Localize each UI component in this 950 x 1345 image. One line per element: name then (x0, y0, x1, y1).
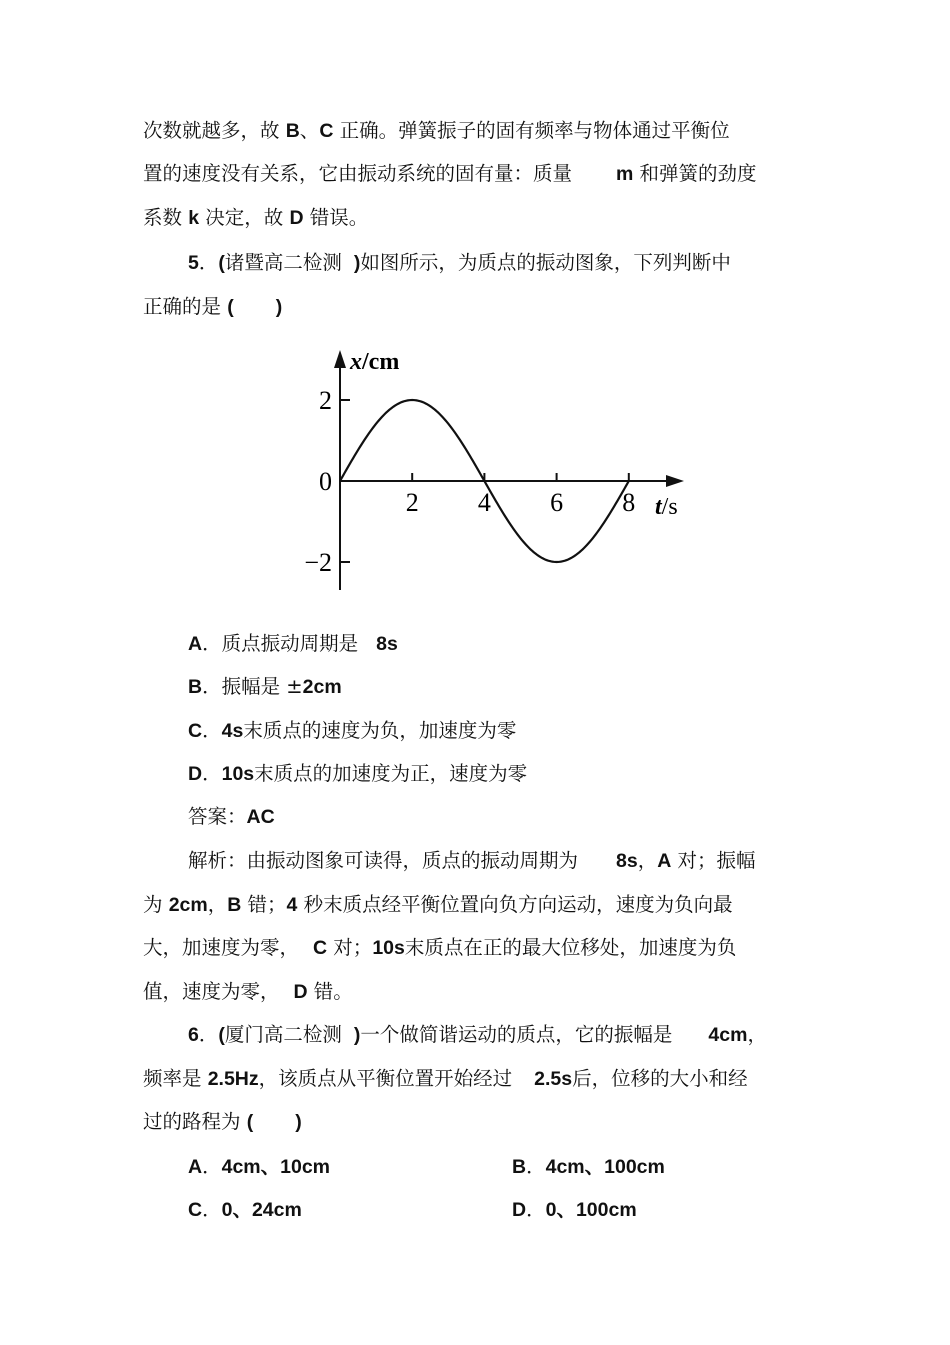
x-tick-label: 4 (477, 488, 491, 517)
y-axis-arrow (334, 350, 346, 368)
option-d: D．10s末质点的加速度为正，速度为零 (188, 762, 528, 785)
option-a: A．质点振动周期是 8s (188, 632, 398, 655)
x-axis-label: t/s (655, 494, 678, 520)
y-axis-label: x/cm (350, 349, 400, 375)
explanation-line: 大，加速度为零， C 对；10s末质点在正的最大位移处，加速度为负 (143, 936, 737, 959)
question-6-stem-cont: 频率是 2.5Hz，该质点从平衡位置开始经过 2.5s后，位移的大小和经 (143, 1067, 748, 1090)
question-5-stem: 5．(诸暨高二检测 )如图所示，为质点的振动图象，下列判断中 (188, 251, 731, 274)
explanation-line: 解析：由振动图象可读得，质点的振动周期为 8s，A 对；振幅 (188, 849, 756, 872)
x-axis-arrow (666, 475, 684, 487)
q6-option-d: D．0、100cm (512, 1198, 637, 1221)
option-b: B．振幅是 ±2cm (188, 675, 342, 698)
text-line: 系数 k 决定，故 D 错误。 (143, 206, 369, 229)
y-tick-label: −2 (304, 548, 332, 577)
option-c: C．4s末质点的速度为负，加速度为零 (188, 719, 517, 742)
question-6-stem-cont: 过的路程为 ( ) (143, 1110, 302, 1133)
q6-option-b: B．4cm、100cm (512, 1155, 665, 1178)
x-tick-label: 6 (550, 488, 564, 517)
explanation-line: 为 2cm，B 错；4 秒末质点经平衡位置向负方向运动，速度为负向最 (143, 893, 733, 916)
question-5-stem-cont: 正确的是 ( ) (143, 295, 283, 318)
answer-line: 答案：AC (188, 805, 275, 828)
q6-option-a: A．4cm、10cm (188, 1155, 331, 1178)
y-tick-label: 2 (319, 386, 332, 415)
text-line: 置的速度没有关系，它由振动系统的固有量：质量 m 和弹簧的劲度 (143, 162, 757, 185)
y-tick-label: 0 (319, 467, 332, 496)
x-tick-label: 8 (622, 488, 636, 517)
explanation-line: 值，速度为零， D 错。 (143, 980, 353, 1003)
x-tick-label: 2 (405, 488, 419, 517)
q6-option-c: C．0、24cm (188, 1198, 302, 1221)
vibration-graph (290, 340, 710, 600)
text-line: 次数就越多，故 B、C 正确。弹簧振子的固有频率与物体通过平衡位 (143, 119, 730, 142)
question-6-stem: 6．(厦门高二检测 )一个做简谐运动的质点，它的振幅是 4cm， (188, 1023, 767, 1046)
